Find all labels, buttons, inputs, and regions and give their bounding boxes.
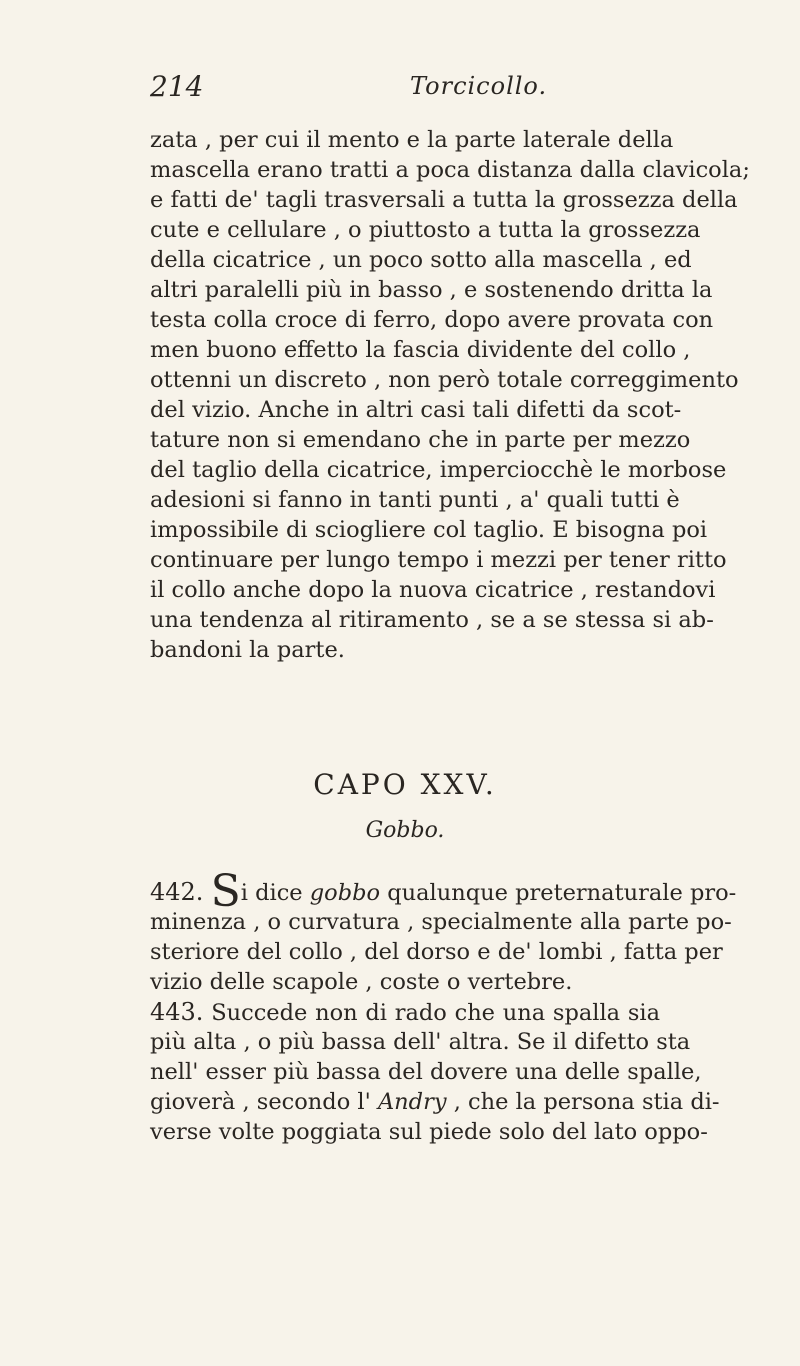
chapter-title: CAPO XXV.	[313, 768, 497, 801]
text-fragment: , che la persona stia di-	[446, 1089, 720, 1115]
text-line: bandoni la parte.	[150, 637, 345, 663]
text-line: zata , per cui il mento e la parte laterale della	[150, 127, 674, 153]
italic-name: Andry	[377, 1089, 447, 1115]
text-line: della cicatrice , un poco sotto alla mascella , ed	[150, 247, 692, 273]
page-number: 214	[150, 70, 204, 103]
text-line: il collo anche dopo la nuova cicatrice , restandovi	[150, 577, 716, 603]
text-line: adesioni si fanno in tanti punti , a' quali tutti è	[150, 487, 680, 513]
text-line: e fatti de' tagli trasversali a tutta la grossezza della	[150, 187, 738, 213]
top-paragraph	[150, 125, 750, 665]
paragraph-443-first-line	[150, 997, 660, 1027]
text-line: più alta , o più bassa dell' altra. Se il difetto sta	[150, 1029, 691, 1055]
paragraph-number: 443.	[150, 998, 204, 1026]
text-fragment: i dice	[240, 880, 310, 906]
text-line	[150, 1087, 720, 1117]
text-line: nell' esser più bassa del dovere una delle spalle,	[150, 1059, 702, 1085]
page-header	[150, 70, 670, 110]
text-line: ottenni un discreto , non però totale correggimento	[150, 367, 739, 393]
text-fragment: Succede non di rado che una spalla sia	[203, 1000, 660, 1026]
text-line: impossibile di sciogliere col taglio. E bisogna poi	[150, 517, 708, 543]
text-line: del vizio. Anche in altri casi tali difetti da scot-	[150, 397, 682, 423]
text-line: vizio delle scapole , coste o vertebre.	[150, 969, 573, 995]
text-line: altri paralelli più in basso , e sostenendo dritta la	[150, 277, 713, 303]
text-line: testa colla croce di ferro, dopo avere provata con	[150, 307, 714, 333]
text-line: verse volte poggiata sul piede solo del lato oppo-	[150, 1119, 708, 1145]
paragraph-number: 442.	[150, 878, 204, 906]
text-line: mascella erano tratti a poca distanza dalla clavicola;	[150, 157, 750, 183]
text-line: steriore del collo , del dorso e de' lombi , fatta per	[150, 939, 723, 965]
paragraph-442-first-line	[150, 866, 737, 917]
chapter-subtitle: Gobbo.	[365, 818, 445, 843]
running-title: Torcicollo.	[410, 72, 548, 100]
text-line: tature non si emendano che in parte per mezzo	[150, 427, 691, 453]
text-fragment: qualunque preternaturale pro-	[380, 880, 737, 906]
text-line: minenza , o curvatura , specialmente alla parte po-	[150, 909, 732, 935]
drop-cap: S	[210, 866, 241, 917]
text-line: una tendenza al ritiramento , se a se stessa si ab-	[150, 607, 714, 633]
text-fragment: gioverà , secondo l'	[150, 1089, 378, 1115]
text-line: continuare per lungo tempo i mezzi per tener ritto	[150, 547, 727, 573]
section-paragraphs	[150, 866, 737, 1147]
text-line: del taglio della cicatrice, imperciocchè le morbose	[150, 457, 727, 483]
italic-term: gobbo	[309, 880, 381, 906]
text-line: cute e cellulare , o piuttosto a tutta la grossezza	[150, 217, 701, 243]
text-line: men buono effetto la fascia dividente del collo ,	[150, 337, 691, 363]
